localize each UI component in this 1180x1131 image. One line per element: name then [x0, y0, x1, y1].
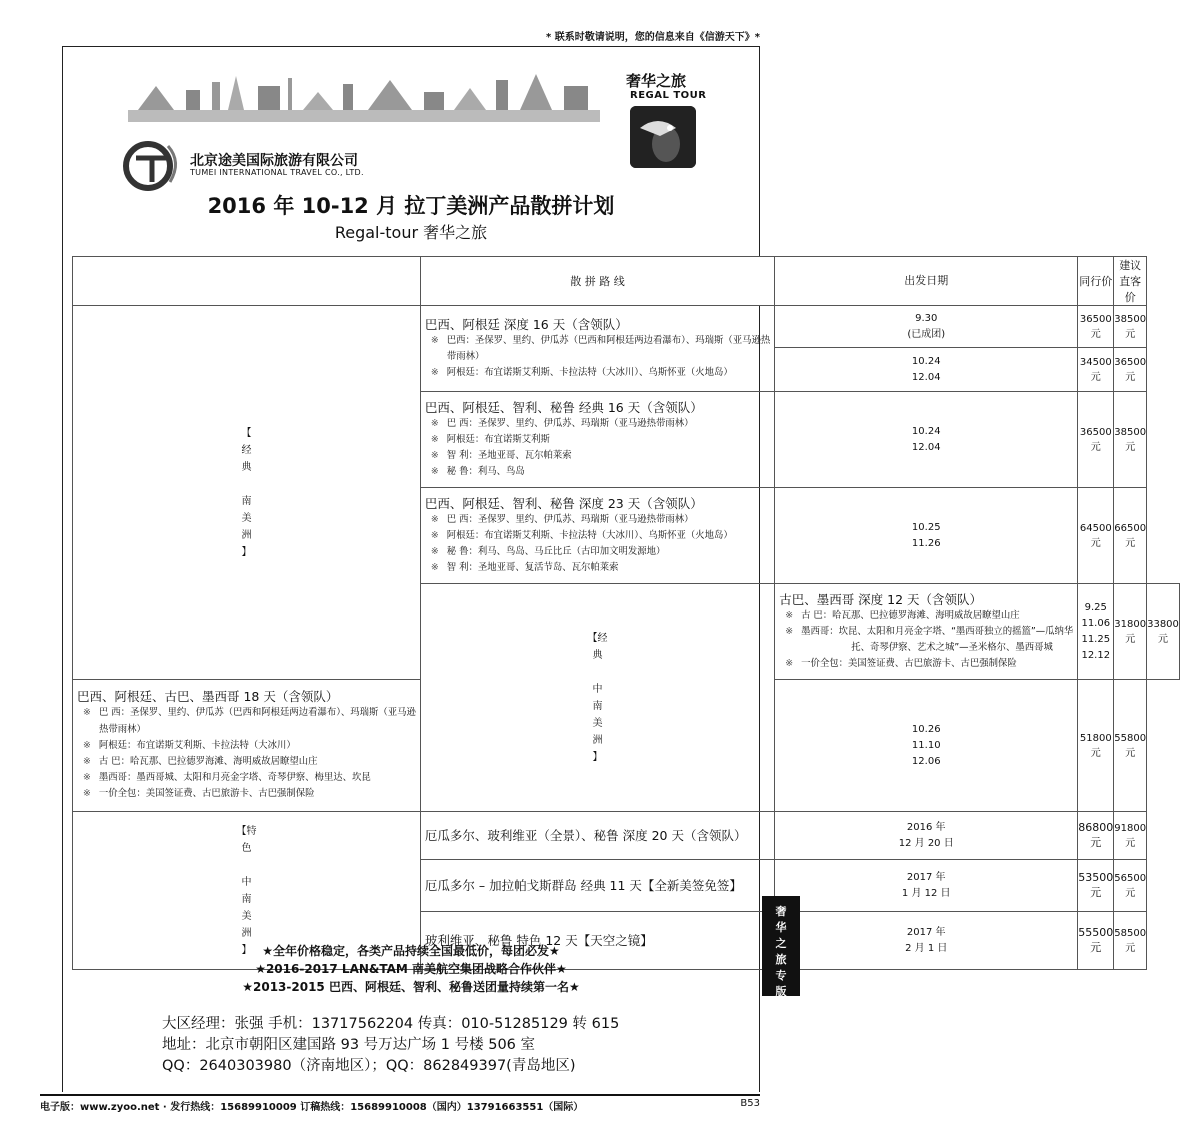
- peer-price: 36500 元: [1078, 392, 1114, 488]
- route-detail: ※ 巴 西：圣保罗、里约、伊瓜苏、玛瑞斯（亚马逊热带雨林）: [430, 513, 694, 525]
- header-category: [73, 257, 421, 306]
- route-detail: ※ 巴西：圣保罗、里约、伊瓜苏（巴西和阿根廷两边看瀑布）、玛瑞斯（亚马逊热: [430, 334, 771, 346]
- contact-manager-line: 大区经理：张强 手机：13717562204 传真：010-51285129 转 615: [162, 1016, 620, 1032]
- page-footer: [40, 1094, 760, 1113]
- retail-price: 36500 元: [1114, 348, 1147, 392]
- departure-date: 2017 年 2 月 1 日: [775, 912, 1078, 970]
- retail-price: 38500 元: [1114, 306, 1147, 348]
- route-detail: ※ 古 巴：哈瓦那、巴拉德罗海滩、海明威故居瞭望山庄: [785, 609, 1020, 621]
- page-subtitle: Regal-tour 奢华之旅: [334, 223, 488, 242]
- slogan-line: ★2013-2015 巴西、阿根廷、智利、秘鲁送团量持续第一名★: [242, 980, 580, 994]
- retail-price: 38500 元: [1114, 392, 1147, 488]
- source-note: * 联系时敬请说明，您的信息来自《信游天下》*: [546, 32, 760, 43]
- table-row: [73, 306, 1180, 348]
- route-detail: ※ 阿根廷：布宜诺斯艾利斯: [430, 433, 550, 445]
- departure-date: 9.30 (已成团): [775, 306, 1078, 348]
- page-title: 2016 年 10-12 月 拉丁美洲产品散拼计划: [207, 194, 615, 218]
- regal-tour-logo-en: REGAL TOUR: [630, 90, 707, 101]
- departure-date: 2016 年 12 月 20 日: [775, 812, 1078, 860]
- contact-qq-line: QQ：2640303980（济南地区）；QQ：862849397(青岛地区): [162, 1058, 576, 1074]
- route-detail: ※ 智 利：圣地亚哥、瓦尔帕莱索: [430, 450, 572, 461]
- route-detail: ※ 巴 西：圣保罗、里约、伊瓜苏（巴西和阿根廷两边看瀑布）、玛瑞斯（亚马逊: [83, 707, 416, 719]
- slogan-line: ★2016-2017 LAN&TAM 南美航空集团战略合作伙伴★: [255, 962, 567, 976]
- route-detail: ※ 一价全包：美国签证费、古巴旅游卡、古巴强制保险: [83, 788, 315, 800]
- retail-price: 66500 元: [1114, 488, 1147, 584]
- tour-schedule-table: [72, 256, 1180, 970]
- route-detail: ※ 一价全包：美国签证费、古巴旅游卡、古巴强制保险: [785, 658, 1017, 670]
- header-date: 出发日期: [775, 257, 1078, 306]
- departure-date: 10.26 11.10 12.06: [775, 680, 1078, 812]
- route-cell: [420, 306, 774, 392]
- peer-price: 55500 元: [1078, 912, 1114, 970]
- retail-price: 56500 元: [1114, 860, 1147, 912]
- contact-address-line: 地址：北京市朝阳区建国路 93 号万达广场 1 号楼 506 室: [162, 1037, 536, 1053]
- route-name: 巴西、阿根廷 深度 16 天（含领队）: [424, 316, 628, 332]
- toucan-logo-icon: [630, 106, 696, 168]
- route-cell: [775, 584, 1078, 680]
- regal-tour-logo-cn: 奢华之旅: [626, 72, 687, 90]
- table-header-row: [73, 257, 1180, 306]
- peer-price: 36500 元: [1078, 306, 1114, 348]
- header-peer-price: 同行价: [1078, 257, 1114, 306]
- route-detail: ※ 古 巴：哈瓦那、巴拉德罗海滩、海明威故居瞭望山庄: [83, 756, 318, 767]
- company-name-en: TUMEI INTERNATIONAL TRAVEL CO., LTD.: [190, 168, 364, 177]
- route-cell: [420, 488, 774, 584]
- route-cell: [73, 680, 421, 812]
- route-detail: ※ 阿根廷：布宜诺斯艾利斯、卡拉法特（大冰川）、乌斯怀亚（火地岛）: [430, 367, 733, 379]
- departure-date: 10.25 11.26: [775, 488, 1078, 584]
- contact-block: [162, 1014, 619, 1077]
- peer-price: 64500 元: [1078, 488, 1114, 584]
- retail-price: 55800 元: [1114, 680, 1147, 812]
- landmarks-banner-image: [128, 72, 600, 122]
- slogans: [62, 942, 760, 996]
- route-detail: ※ 阿根廷：布宜诺斯艾利斯、卡拉法特（大冰川）、乌斯怀亚（火地岛）: [430, 529, 733, 541]
- peer-price: 34500 元: [1078, 348, 1114, 392]
- slogan-line: ★全年价格稳定，各类产品持续全国最低价，每团必发★: [262, 944, 560, 958]
- route-detail: ※ 秘 鲁：利马、鸟岛、马丘比丘（古印加文明发源地）: [430, 546, 666, 557]
- retail-price: 33800 元: [1147, 584, 1180, 680]
- peer-price: 86800 元: [1078, 812, 1114, 860]
- route-detail: ※ 墨西哥：墨西哥城、太阳和月亮金字塔、奇琴伊察、梅里达、坎昆: [83, 772, 371, 784]
- route-detail: ※ 智 利：圣地亚哥、复活节岛、瓦尔帕莱索: [430, 562, 619, 574]
- company-name-cn: 北京途美国际旅游有限公司: [190, 153, 358, 169]
- route-detail: 带雨林）: [446, 350, 485, 362]
- retail-price: 58500 元: [1114, 912, 1147, 970]
- peer-price: 53500 元: [1078, 860, 1114, 912]
- route-name: 巴西、阿根廷、智利、秘鲁 经典 16 天（含领队）: [424, 399, 703, 415]
- peer-price: 51800 元: [1078, 680, 1114, 812]
- route-name: 厄瓜多尔、玻利维亚（全景）、秘鲁 深度 20 天（含领队）: [424, 828, 747, 843]
- route-detail: 托、奇琴伊察、艺术之城”—圣米格尔、墨西哥城: [851, 642, 1053, 653]
- route-cell: [420, 392, 774, 488]
- route-detail: 热带雨林）: [99, 723, 146, 735]
- departure-date: 10.24 12.04: [775, 348, 1078, 392]
- route-detail: ※ 秘 鲁：利马、鸟岛: [430, 466, 525, 478]
- departure-date: 10.24 12.04: [775, 392, 1078, 488]
- departure-date: 9.25 11.06 11.25 12.12: [1078, 584, 1114, 680]
- departure-date: 2017 年 1 月 12 日: [775, 860, 1078, 912]
- route-cell: [420, 812, 774, 860]
- header-route: 散 拼 路 线: [420, 257, 774, 306]
- route-detail: ※ 墨西哥：坎昆、太阳和月亮金字塔、“墨西哥独立的摇篮”—瓜纳华: [785, 625, 1074, 637]
- route-name: 玻利维亚、秘鲁 特色 12 天【天空之镜】: [424, 933, 653, 948]
- route-name: 巴西、阿根廷、古巴、墨西哥 18 天（含领队）: [77, 689, 339, 705]
- route-name: 厄瓜多尔 – 加拉帕戈斯群岛 经典 11 天【全新美签免签】: [424, 878, 742, 893]
- footer-text: 电子版：www.zyoo.net · 发行热线：15689910009 订稿热线：15689910008（国内）13791663551（国际）: [40, 1102, 584, 1113]
- route-detail: ※ 巴 西：圣保罗、里约、伊瓜苏、玛瑞斯（亚马逊热带雨林）: [430, 417, 694, 429]
- page-number: B53: [740, 1098, 760, 1109]
- peer-price: 31800 元: [1114, 584, 1147, 680]
- category-classic-south-america: 【 经 典 南 美 洲 】: [73, 306, 421, 680]
- tumei-logo-icon: [118, 138, 186, 194]
- route-name: 巴西、阿根廷、智利、秘鲁 深度 23 天（含领队）: [424, 495, 703, 511]
- category-featured-central-south-america: 【特 色 中 南 美 洲 】: [73, 812, 421, 970]
- route-detail: ※ 阿根廷：布宜诺斯艾利斯、卡拉法特（大冰川）: [83, 739, 296, 751]
- retail-price: 91800 元: [1114, 812, 1147, 860]
- section-tab: 奢 华 之 旅 专 版: [762, 896, 800, 996]
- route-cell: [420, 860, 774, 912]
- category-classic-central-south-america: 【经 典 中 南 美 洲 】: [420, 584, 774, 812]
- table-row: [73, 812, 1180, 860]
- route-name: 古巴、墨西哥 深度 12 天（含领队）: [779, 591, 983, 607]
- header-retail-price: 建议直客价: [1114, 257, 1147, 306]
